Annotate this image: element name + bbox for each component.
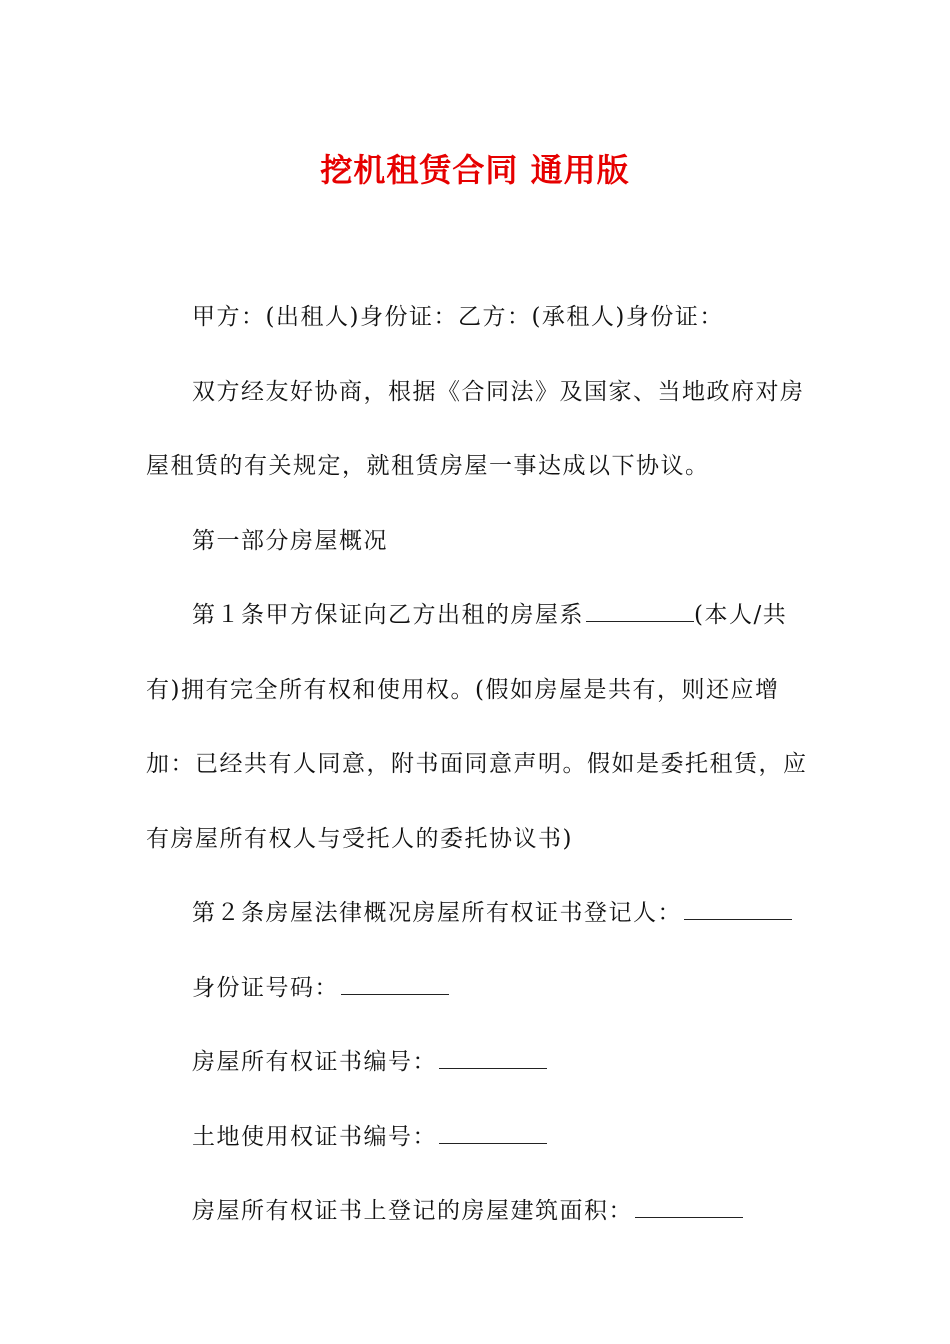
section-heading: [146, 504, 816, 579]
land-cert-blank: [439, 1123, 547, 1144]
registrant-blank: [684, 899, 792, 920]
parties-paragraph: [146, 280, 816, 355]
document-title: 挖机租赁合同 通用版: [320, 151, 630, 189]
ownership-cert-blank: [439, 1048, 547, 1069]
ownership-cert-line: [146, 1025, 816, 1100]
floor-area-line: [146, 1174, 816, 1249]
ownership-cert-label: 房屋所有权证书编号：: [192, 1049, 437, 1075]
article-2-text: 第２条房屋法律概况房屋所有权证书登记人：: [192, 900, 682, 926]
agreement-paragraph: [146, 355, 816, 504]
article-1-blank: [586, 601, 694, 622]
article-1-text-after: (本人/共有)拥有完全所有权和使用权。(假如房屋是共有，则还应增加：已经共有人同意，附书面同意声明。假如是委托租赁，应有房屋所有权人与受托人的委托协议书): [146, 602, 808, 852]
land-cert-line: [146, 1100, 816, 1175]
agreement-text: 双方经友好协商，根据《合同法》及国家、当地政府对房屋租赁的有关规定，就租赁房屋一事达成以下协议。: [146, 378, 805, 479]
floor-area-label: 房屋所有权证书上登记的房屋建筑面积：: [192, 1198, 633, 1224]
land-cert-label: 土地使用权证书编号：: [192, 1123, 437, 1150]
article-1-text-before: 第１条甲方保证向乙方出租的房屋系: [192, 602, 584, 628]
id-number-label: 身份证号码：: [192, 974, 339, 1001]
id-number-blank: [341, 974, 449, 995]
article-1-paragraph: [146, 578, 816, 876]
id-number-line: [146, 951, 816, 1026]
section-heading-text: 第一部分房屋概况: [192, 527, 388, 554]
floor-area-blank: [635, 1197, 743, 1218]
parties-text: 甲方：(出租人)身份证：乙方：(承租人)身份证：: [192, 304, 724, 330]
article-2-paragraph: [146, 876, 816, 951]
document-body: [146, 280, 816, 1249]
